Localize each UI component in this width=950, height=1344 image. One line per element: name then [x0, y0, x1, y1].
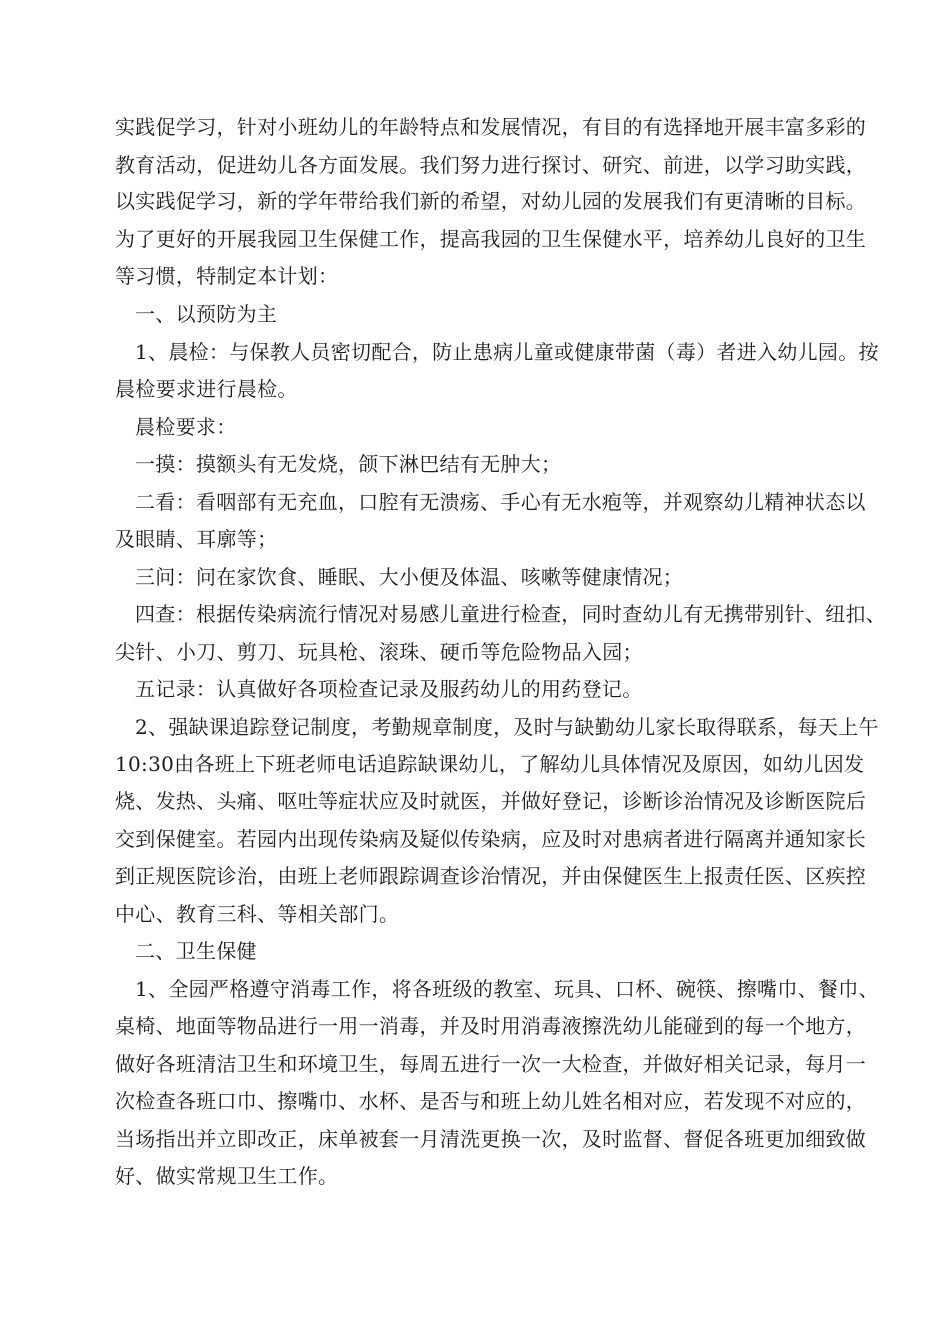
text-line: 1、晨检：与保教人员密切配合，防止患病儿童或健康带菌（毒）者进入幼儿园。按 [135, 340, 879, 364]
text-line: 桌椅、地面等物品进行一用一消毒，并及时用消毒液擦洗幼儿能碰到的每一个地方， [115, 1014, 867, 1038]
text-line: 三问：问在家饮食、睡眠、大小便及体温、咳嗽等健康情况； [135, 565, 684, 589]
text-line: 晨检要求： [135, 415, 237, 439]
text-line: 1、全园严格遵守消毒工作，将各班级的教室、玩具、口杯、碗筷、擦嘴巾、餐巾、 [135, 977, 879, 1001]
text-line: 及眼睛、耳廓等； [115, 527, 278, 551]
section-heading: 二、卫生保健 [135, 939, 257, 963]
text-line: 中心、教育三科、等相关部门。 [115, 902, 400, 926]
text-line: 次检查各班口巾、擦嘴巾、水杯、是否与和班上幼儿姓名相对应，若发现不对应的， [115, 1089, 867, 1113]
text-line: 以实践促学习，新的学年带给我们新的希望，对幼儿园的发展我们有更清晰的目标。 [115, 189, 867, 213]
text-line: 一摸：摸额头有无发烧，颌下淋巴结有无肿大； [135, 452, 562, 476]
text-line: 为了更好的开展我园卫生保健工作，提高我园的卫生保健水平，培养幼儿良好的卫生 [115, 227, 867, 251]
text-line: 当场指出并立即改正，床单被套一月清洗更换一次，及时监督、督促各班更加细致做 [115, 1127, 867, 1151]
text-line: 实践促学习，针对小班幼儿的年龄特点和发展情况，有目的有选择地开展丰富多彩的 [115, 115, 867, 139]
text-line: 等习惯，特制定本计划： [115, 264, 339, 288]
section-heading: 一、以预防为主 [135, 302, 278, 326]
text-line: 好、做实常规卫生工作。 [115, 1164, 339, 1188]
text-line: 2、强缺课追踪登记制度，考勤规章制度，及时与缺勤幼儿家长取得联系，每天上午 [135, 715, 879, 739]
text-line: 到正规医院诊治，由班上老师跟踪调查诊治情况，并由保健医生上报责任医、区疾控 [115, 864, 867, 888]
text-line: 五记录：认真做好各项检查记录及服药幼儿的用药登记。 [135, 677, 643, 701]
text-line: 教育活动，促进幼儿各方面发展。我们努力进行探讨、研究、前进，以学习助实践， [115, 153, 867, 177]
text-line: 四查：根据传染病流行情况对易感儿童进行检查，同时查幼儿有无携带别针、纽扣、 [135, 602, 887, 626]
text-line: 尖针、小刀、剪刀、玩具枪、滚珠、硬币等危险物品入园； [115, 640, 643, 664]
text-line: 二看：看咽部有无充血，口腔有无溃疡、手心有无水疱等，并观察幼儿精神状态以 [135, 490, 866, 514]
text-line: 烧、发热、头痛、呕吐等症状应及时就医，并做好登记，诊断诊治情况及诊断医院后 [115, 789, 867, 813]
text-line: 做好各班清洁卫生和环境卫生，每周五进行一次一大检查，并做好相关记录，每月一 [115, 1052, 867, 1076]
text-line: 交到保健室。若园内出现传染病及疑似传染病，应及时对患病者进行隔离并通知家长 [115, 827, 867, 851]
text-line: 晨检要求进行晨检。 [115, 377, 298, 401]
text-line: 10:30由各班上下班老师电话追踪缺课幼儿，了解幼儿具体情况及原因，如幼儿因发 [115, 752, 865, 776]
